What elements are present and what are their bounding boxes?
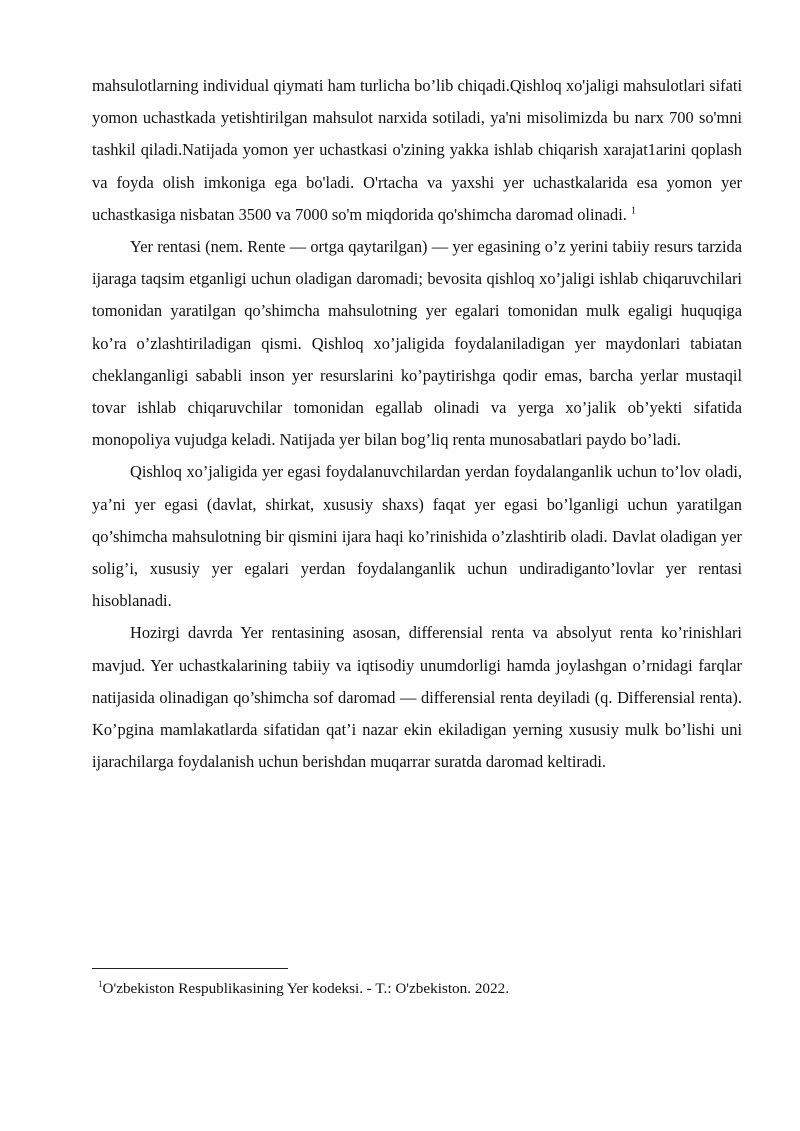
paragraph-hozirgi-davrda: Hozirgi davrda Yer rentasining asosan, differensial renta va absolyut renta ko’rinishlari mavjud. Yer uchastkalarining tabiiy va iqtisodiy unumdorligi hamda joylashgan o’rnidagi farqlar natijasida olinadigan qo’shimcha sof daromad — differensial renta deyiladi (q. Differensial renta). Ko’pgina mamlakatlarda sifatidan qat’i nazar ekin ekiladigan yerning xususiy mulk bo’lishi uni ijarachilarga foydalanish uchun berishdan muqarrar suratda daromad keltiradi. xyxy=(92,623,742,772)
footnote-reference[interactable]: 1 xyxy=(630,205,636,217)
paragraph-text: mahsulotlarning individual qiymati ham turlicha bo’lib chiqadi.Qishloq xo'jaligi mahsulotlari sifati yomon uchastkada yetishtirilgan mahsulot narxida sotiladi, ya'ni misolimizda bu narx 700 so'mni tashkil qiladi.Natijada yomon yer uchastkasi o'zining yakka ishlab chiqarish xarajat1arini qoplash va foyda olish imkoniga ega bo'ladi. O'rtacha va yaxshi yer uchastkalarida esa yomon yer uchastkasiga nisbatan 3500 va 7000 so'm miqdorida qo'shimcha daromad olinadi. xyxy=(92,76,742,224)
document-body xyxy=(92,70,742,778)
paragraph-yer-rentasi: Yer rentasi (nem. Rente — ortga qaytarilgan) — yer egasining o’z yerini tabiiy resurs tarzida ijaraga taqsim etganligi uchun oladigan daromadi; bevosita qishloq xo’jaligi ishlab chiqaruvchilari tomonidan yaratilgan qo’shimcha mahsulotning yer egalari tomonidan mulk egaligi huquqiga ko’ra o’zlashtiriladigan qismi. Qishloq xo’jaligida foydalaniladigan yer maydonlari tabiatan cheklanganligi sababli inson yer resurslarini ko’paytirishga qodir emas, barcha yerlar mustaqil tovar ishlab chiqaruvchilar tomonidan egallab olinadi va yerga xo’jalik ob’yekti sifatida monopoliya vujudga keladi. Natijada yer bilan bog’liq renta munosabatlari paydo bo’ladi. xyxy=(92,237,742,450)
paragraph-yer-egasi: Qishloq xo’jaligida yer egasi foydalanuvchilardan yerdan foydalanganlik uchun to’lov oladi, ya’ni yer egasi (davlat, shirkat, xususiy shaxs) faqat yer egasi bo’lganligi uchun yaratilgan qo’shimcha mahsulotning bir qismini ijara haqi ko’rinishida o’zlashtirib oladi. Davlat oladigan yer solig’i, xususiy yer egalari yerdan foydalanganlik uchun undiradiganto’lovlar yer rentasi hisoblanadi. xyxy=(92,462,742,611)
footnote xyxy=(98,978,738,1000)
footnote-text: O'zbekiston Respublikasining Yer kodeksi. - T.: O'zbekiston. 2022. xyxy=(102,980,510,997)
paragraph-continuation xyxy=(92,70,742,231)
footnote-separator xyxy=(92,968,288,969)
footnote-marker: 1 xyxy=(98,978,103,989)
